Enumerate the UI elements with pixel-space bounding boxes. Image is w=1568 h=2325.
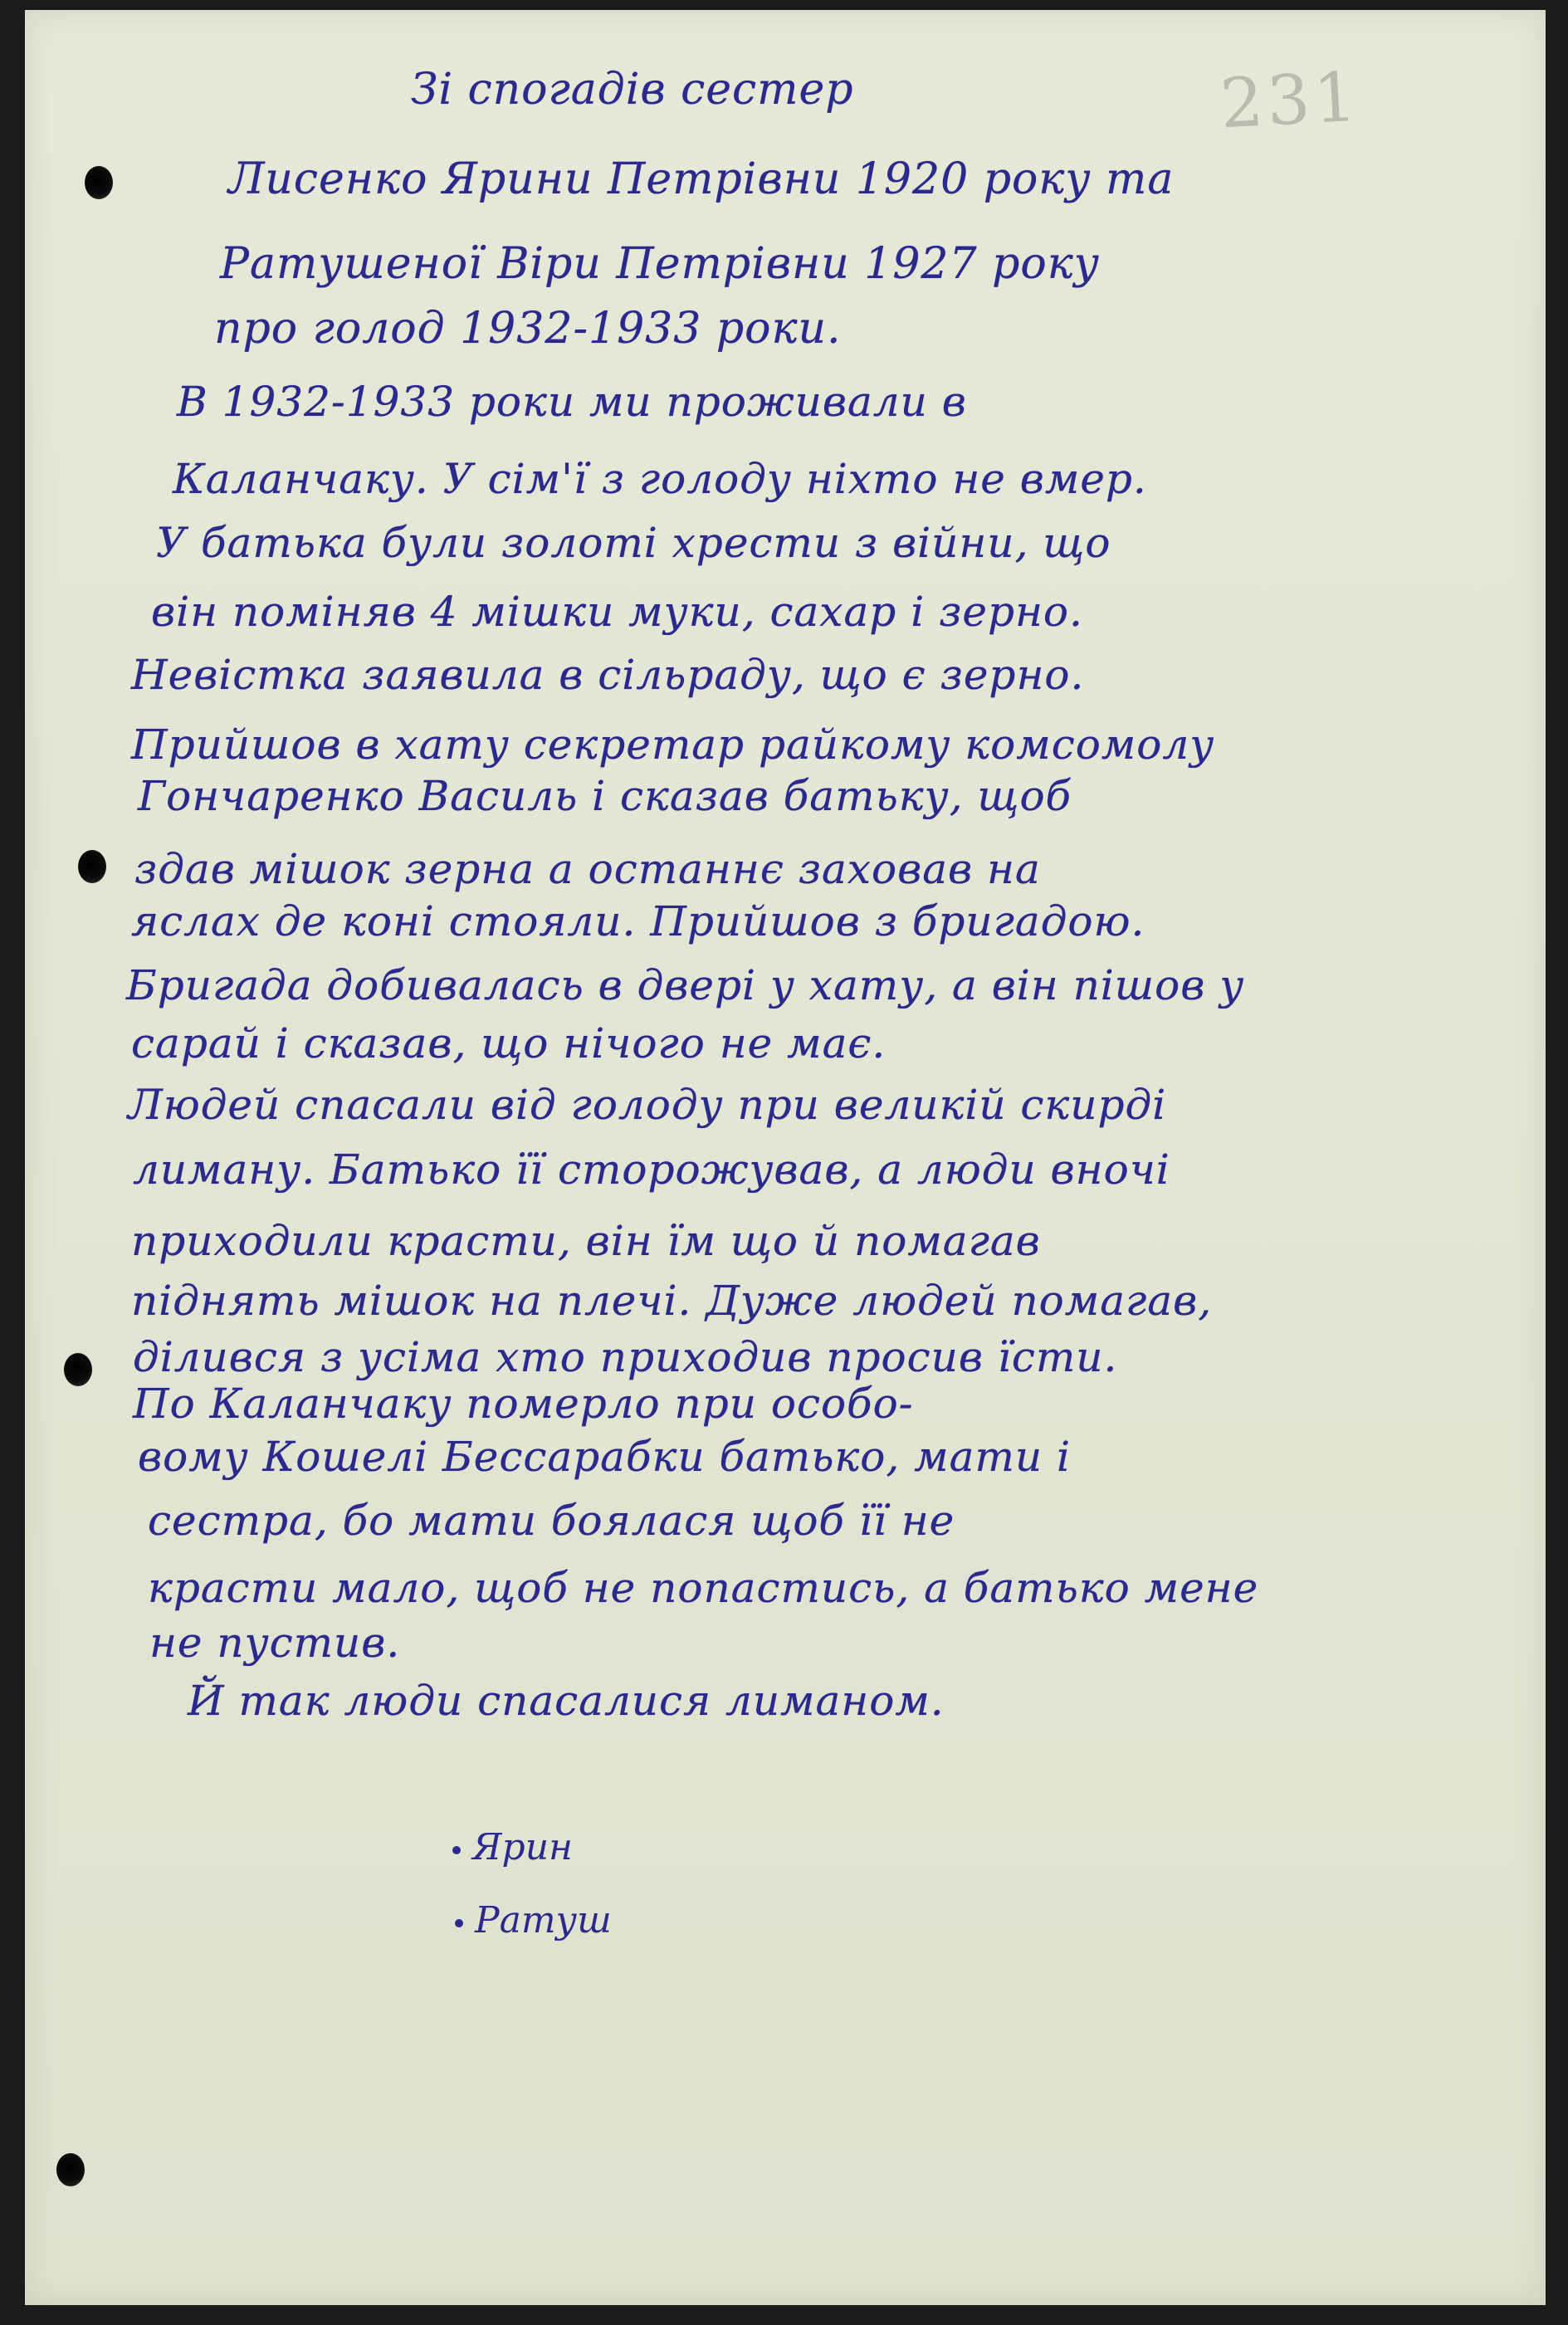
handwritten-line: піднять мішок на плечі. Дуже людей помагав,	[131, 1277, 1213, 1325]
punch-hole	[64, 1353, 92, 1386]
handwritten-line: Й так люди спасалися лиманом.	[188, 1677, 945, 1725]
handwritten-line: Гончаренко Василь і сказав батьку, щоб	[138, 772, 1072, 820]
handwritten-line: Невістка заявила в сільраду, що є зерно.	[131, 651, 1085, 699]
signature-1	[452, 1826, 573, 1868]
handwritten-line: сестра, бо мати боялася щоб її не	[148, 1497, 955, 1545]
punch-hole	[85, 166, 113, 199]
handwritten-line: У батька були золоті хрести з війни, що	[156, 519, 1111, 567]
punch-hole	[56, 2153, 85, 2186]
handwritten-line: Бригада добивалась в двері у хату, а він пішов у	[126, 961, 1245, 1009]
handwritten-line: яслах де коні стояли. Прийшов з бригадою.	[131, 897, 1145, 945]
signature-mark	[452, 1846, 461, 1854]
handwritten-line: лиману. Батько її сторожував, а люди вночі	[133, 1145, 1170, 1194]
handwritten-line: В 1932-1933 роки ми проживали в	[177, 378, 967, 426]
handwritten-line: здав мішок зерна а останнє заховав на	[134, 845, 1041, 893]
handwritten-line: Людей спасали від голоду при великій скирді	[128, 1081, 1167, 1129]
handwritten-line: не пустив.	[149, 1619, 401, 1667]
handwritten-line: красти мало, щоб не попастись, а батько мене	[148, 1564, 1259, 1612]
handwritten-line: сарай і сказав, що нічого не має.	[131, 1019, 887, 1067]
handwritten-line: Прийшов в хату секретар райкому комсомолу	[131, 720, 1215, 769]
document-page	[25, 10, 1546, 2305]
handwritten-line: Ратушеної Віри Петрівни 1927 року	[220, 239, 1100, 289]
punch-hole	[78, 850, 106, 883]
handwritten-line: він поміняв 4 мішки муки, сахар і зерно.	[151, 588, 1083, 636]
archive-number: 231	[1218, 57, 1362, 144]
handwritten-line: ділився з усіма хто приходив просив їсти.	[133, 1333, 1118, 1381]
handwritten-line: вому Кошелі Бессарабки батько, мати і	[138, 1433, 1071, 1481]
handwritten-line: Зі спогадів сестер	[411, 65, 854, 115]
signature-mark	[455, 1919, 463, 1927]
handwritten-line: По Каланчаку померло при особо-	[133, 1380, 914, 1428]
signature-text: Ратуш	[475, 1899, 612, 1942]
signature-2	[455, 1899, 612, 1942]
signature-text: Ярин	[472, 1826, 574, 1868]
handwritten-line: Каланчаку. У сім'ї з голоду ніхто не вмер.	[173, 455, 1147, 503]
handwritten-line: приходили красти, він їм що й помагав	[131, 1217, 1041, 1265]
handwritten-line: Лисенко Ярини Петрівни 1920 року та	[228, 154, 1175, 204]
handwritten-line: про голод 1932-1933 роки.	[214, 304, 842, 354]
